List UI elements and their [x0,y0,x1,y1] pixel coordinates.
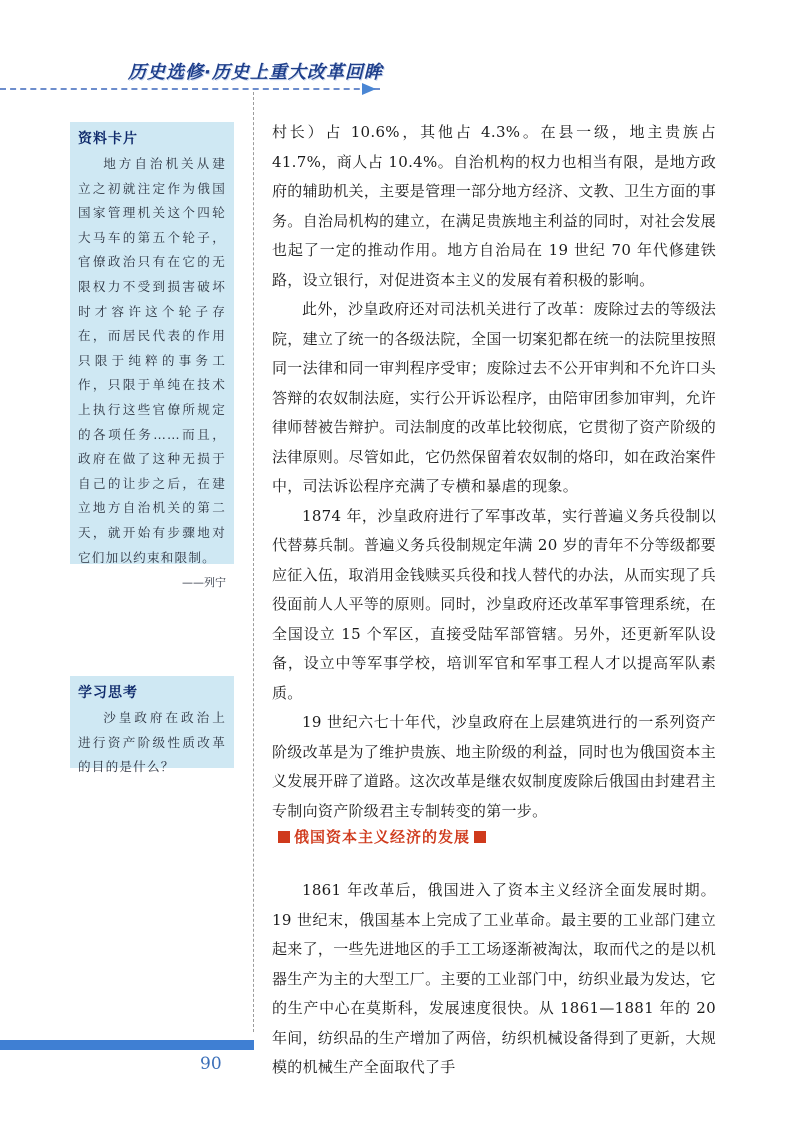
margin-divider [253,92,254,1032]
page-number: 90 [200,1054,222,1074]
paragraph: 1861 年改革后，俄国进入了资本主义经济全面发展时期。19 世纪末，俄国基本上完成了工业革命。最主要的工业部门建立起来了，一些先进地区的手工工场逐渐被淘汰，取而代之的是以机器生产为主的大型工厂。主要的工业部门中，纺织业最为发达，它的生产中心在莫斯科，发展速度很快。从 1861—1881 年的 20 年间，纺织品的生产增加了两倍，纺织机械设备得到了更新，大规模的机械生产全面取代了手 [272,881,716,1076]
running-header-title: 历史选修·历史上重大改革回眸 [128,62,383,83]
footer-bar [0,1040,254,1050]
header-arrow-icon [362,83,376,95]
square-bullet-icon [278,831,290,843]
study-question-card [70,676,234,775]
section-heading-text: 俄国资本主义经济的发展 [294,828,471,846]
data-card-title: 资料卡片 [78,131,138,147]
paragraph: 1874 年，沙皇政府进行了军事改革，实行普遍义务兵役制以代替募兵制。普遍义务兵役制规定年满 20 岁的青年不分等级都要应征入伍，取消用金钱赎买兵役和找人替代的办法，从而实现了兵役面前人人平等的原则。同时，沙皇政府还改革军事管理系统，在全国设立 15 个军区，直接受陆军部管辖。另外，还更新军队设备，设立中等军事学校，培训军官和军事工程人才以提高军队素质。 [272,506,716,702]
section-text [272,876,716,1083]
data-card-body: 地方自治机关从建立之初就注定作为俄国国家管理机关这个四轮大马车的第五个轮子，官僚政治只有在它的无限权力不受到损害破坏时才容许这个轮子存在，而居民代表的作用只限于纯粹的事务工作，只限于单纯在技术上执行这些官僚所规定的各项任务……而且，政府在做了这种无损于自己的让步之后，在建立地方自治机关的第二天，就开始有步骤地对它们加以约束和限制。 [78,156,226,565]
paragraph: 此外，沙皇政府还对司法机关进行了改革：废除过去的等级法院，建立了统一的各级法院，全国一切案犯都在统一的法院里按照同一法律和同一审判程序受审；废除过去不公开审判和不允许口头答辩的农奴制法庭，实行公开诉讼程序，由陪审团参加审判，允许律师替被告辩护。司法制度的改革比较彻底，它贯彻了资产阶级的法律原则。尽管如此，它仍然保留着农奴制的烙印，如在政治案件中，司法诉讼程序充满了专横和暴虐的现象。 [272,300,716,495]
section-heading [274,826,714,847]
study-question-body: 沙皇政府在政治上进行资产阶级性质改革的目的是什么？ [78,710,226,775]
study-question-title: 学习思考 [78,685,138,701]
paragraph: 19 世纪六七十年代，沙皇政府在上层建筑进行的一系列资产阶级改革是为了维护贵族、地主阶级的利益，同时也为俄国资本主义发展开辟了道路。这次改革是继农奴制度废除后俄国由封建君主专制向资产阶级君主专制转变的第一步。 [272,713,716,820]
header-dashed-rule [0,88,380,90]
square-bullet-icon [474,831,486,843]
paragraph: 村长）占 10.6%，其他占 4.3%。在县一级，地主贵族占 41.7%，商人占 10.4%。自治机构的权力也相当有限，是地方政府的辅助机关，主要是管理一部分地方经济、文教、卫生方面的事务。自治局机构的建立，在满足贵族地主利益的同时，对社会发展也起了一定的推动作用。地方自治局在 19 世纪 70 年代修建铁路，设立银行，对促进资本主义的发展有着积极的影响。 [272,123,716,289]
main-text [272,118,716,826]
data-card [70,122,234,590]
data-card-citation: ——列宁 [182,576,226,590]
